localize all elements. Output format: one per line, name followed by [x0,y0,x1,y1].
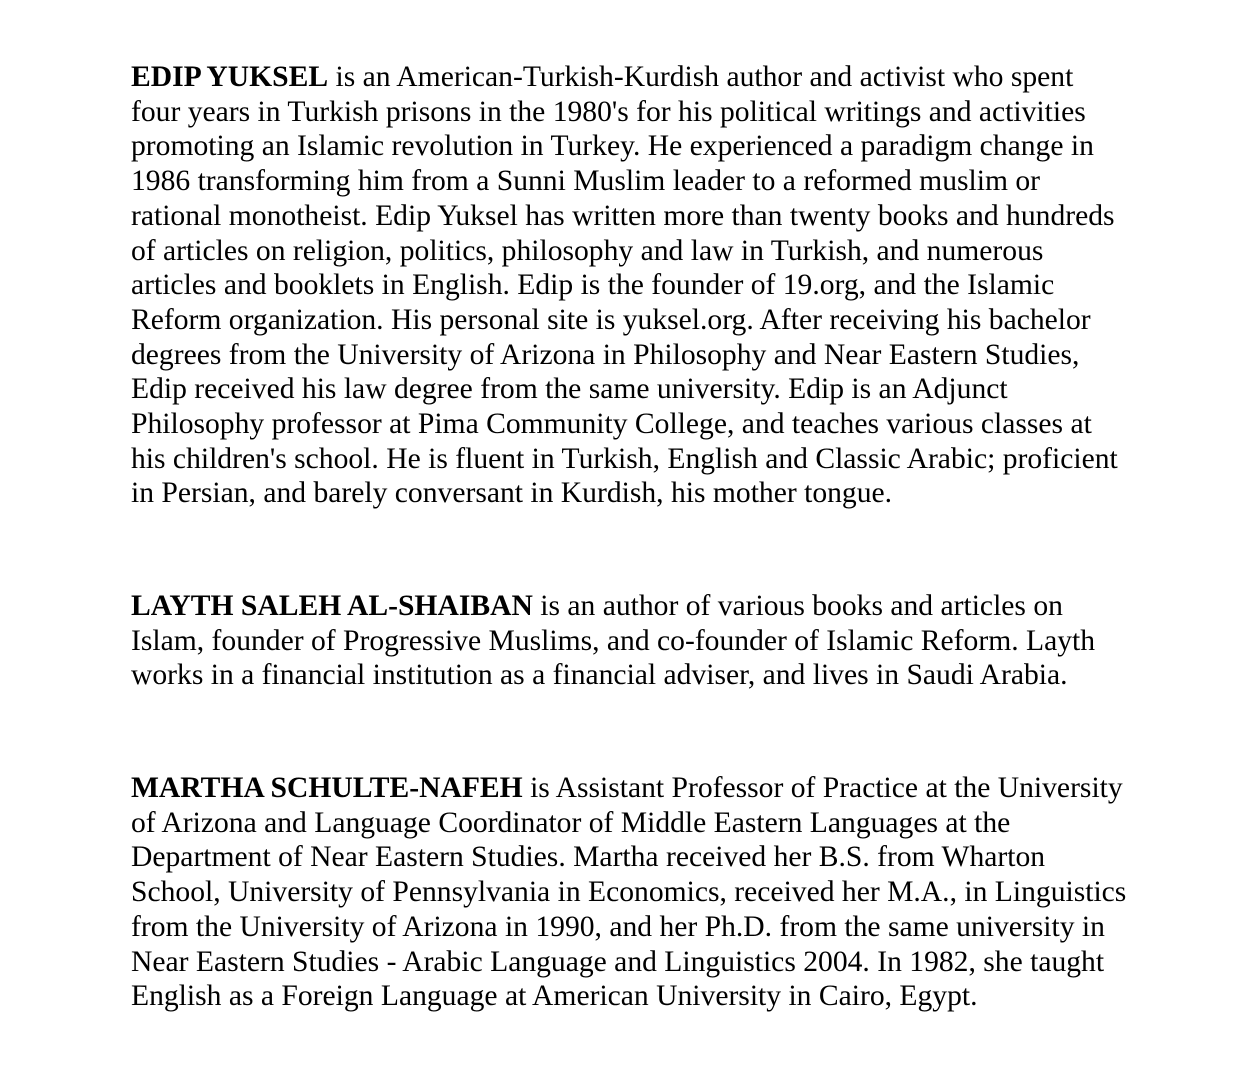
bio-layth-saleh-al-shaiban [131,589,1095,693]
bio-line: 1986 transforming him from a Sunni Muslim leader to a reformed muslim or [131,165,1041,198]
bio-line: of articles on religion, politics, philosophy and law in Turkish, and numerous [131,234,1044,267]
bio-line: Department of Near Eastern Studies. Martha received her B.S. from Wharton [131,841,1046,874]
bio-line: four years in Turkish prisons in the 1980's for his political writings and activities [131,95,1086,128]
bio-line: Islam, founder of Progressive Muslims, and co-founder of Islamic Reform. Layth [131,624,1096,657]
bio-line [131,589,1095,624]
bio-edip-yuksel [131,60,1118,511]
bio-line: from the University of Arizona in 1990, and her Ph.D. from the same university in [131,910,1105,943]
bio-text: is Assistant Professor of Practice at the University [522,772,1123,804]
bio-line: of Arizona and Language Coordinator of Middle Eastern Languages at the [131,806,1011,839]
bio-line: English as a Foreign Language at American University in Cairo, Egypt. [131,980,978,1013]
bio-line: articles and booklets in English. Edip is the founder of 19.org, and the Islamic [131,269,1055,302]
bio-line: in Persian, and barely conversant in Kurdish, his mother tongue. [131,477,893,510]
bio-line: rational monotheist. Edip Yuksel has written more than twenty books and hundreds [131,199,1115,232]
bio-line: degrees from the University of Arizona in Philosophy and Near Eastern Studies, [131,338,1080,371]
bio-line: Edip received his law degree from the same university. Edip is an Adjunct [131,373,1008,406]
bio-line: his children's school. He is fluent in Turkish, English and Classic Arabic; proficient [131,442,1118,475]
bio-text: is an American-Turkish-Kurdish author and activist who spent [328,61,1074,93]
bio-line: works in a financial institution as a financial adviser, and lives in Saudi Arabia. [131,659,1068,692]
bio-martha-schulte-nafeh [131,771,1126,1014]
bio-text: is an author of various books and articles on [532,590,1063,622]
bio-line: School, University of Pennsylvania in Economics, received her M.A., in Linguistics [131,876,1127,909]
author-name: LAYTH SALEH AL-SHAIBAN [131,590,533,622]
bio-line: promoting an Islamic revolution in Turkey. He experienced a paradigm change in [131,130,1094,163]
author-name: MARTHA SCHULTE-NAFEH [131,772,523,804]
bio-line [131,60,1118,95]
bio-line [131,771,1126,806]
author-name: EDIP YUKSEL [131,61,329,93]
bio-line: Reform organization. His personal site is yuksel.org. After receiving his bachelor [131,303,1091,336]
bio-line: Near Eastern Studies - Arabic Language and Linguistics 2004. In 1982, she taught [131,945,1105,978]
bio-line: Philosophy professor at Pima Community College, and teaches various classes at [131,408,1092,441]
